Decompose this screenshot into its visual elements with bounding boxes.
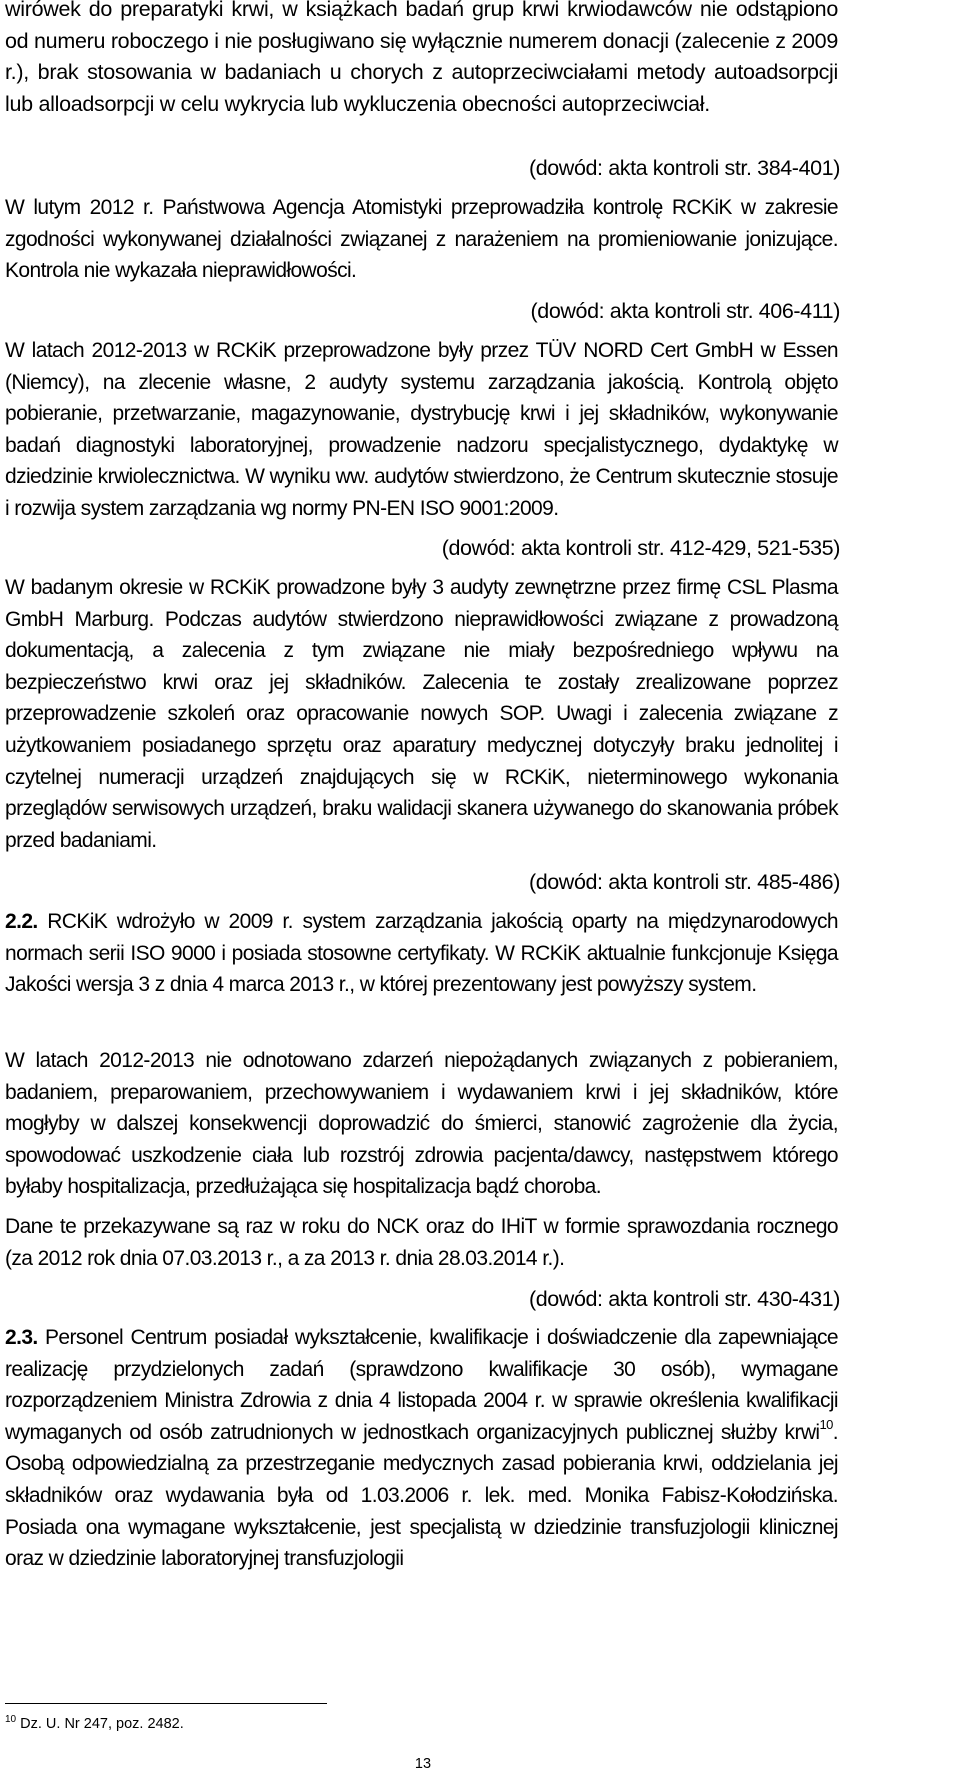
paragraph-csl-audits: W badanym okresie w RCKiK prowadzone były 3 audyty zewnętrzne przez firmę CSL Plasma GmbH Marburg. Podczas audytów stwierdzono nieprawidłowości związane z prowadzoną dokumentacją, a zalecenia z tym związane nie miały bezpośredniego wpływu na bezpieczeństwo krwi oraz jej składników. Zalecenia te zostały zrealizowane poprzez przeprowadzenie szkoleń oraz opracowanie nowych SOP. Uwagi i zalecenia związane z użytkowaniem posiadanego sprzętu oraz aparatury medycznej dotyczyły braku jednolitej i czytelnej numeracji urządzeń znajdujących się w RCKiK, nieterminowego wykonania przeglądów serwisowych urządzeń, braku walidacji skanera używanego do skanowania próbek przed badaniami. xyxy=(5,576,838,852)
footnote-reference[interactable]: 10 xyxy=(819,1416,833,1432)
section-2-3 xyxy=(5,1322,838,1575)
section-text: RCKiK wdrożyło w 2009 r. system zarządzania jakością oparty na międzynarodowych normach serii ISO 9000 i posiada stosowne certyfikaty. W RCKiK aktualnie funkcjonuje Księga Jakości wersja 3 z dnia 4 marca 2013 r., w której prezentowany jest powyższy system. xyxy=(5,910,838,997)
evidence-reference: (dowód: akta kontroli str. 384-401) xyxy=(528,156,840,180)
evidence-reference: (dowód: akta kontroli str. 412-429, 521-535) xyxy=(441,536,840,560)
section-number: 2.3. xyxy=(5,1326,38,1349)
page-number: 13 xyxy=(414,1756,432,1772)
paragraph-paa-inspection: W lutym 2012 r. Państwowa Agencja Atomistyki przeprowadziła kontrolę RCKiK w zakresie zgodności wykonywanej działalności związanej z narażeniem na promieniowanie jonizujące. Kontrola nie wykazała nieprawidłowości. xyxy=(5,196,838,283)
paragraph-annual-reports: Dane te przekazywane są raz w roku do NCK oraz do IHiT w formie sprawozdania rocznego (za 2012 rok dnia 07.03.2013 r., a za 2013 r. dnia 28.03.2014 r.). xyxy=(5,1215,838,1270)
section-number: 2.2. xyxy=(5,910,38,933)
footnote-separator xyxy=(5,1703,327,1704)
footnote xyxy=(5,1714,184,1734)
paragraph-top: wirówek do preparatyki krwi, w książkach badań grup krwi krwiodawców nie odstąpiono od numeru roboczego i nie posługiwano się wyłącznie numerem donacji (zalecenie z 2009 r.), brak stosowania w badaniach u chorych z autoprzeciwciałami metody autoadsorpcji lub alloadsorpcji w celu wykrycia lub wykluczenia obecności autoprzeciwciał. xyxy=(5,0,838,116)
evidence-reference: (dowód: akta kontroli str. 406-411) xyxy=(530,299,840,323)
paragraph-tuv-audits: W latach 2012-2013 w RCKiK przeprowadzone były przez TÜV NORD Cert GmbH w Essen (Niemcy), na zlecenie własne, 2 audyty systemu zarządzania jakością. Kontrolą objęto pobieranie, przetwarzanie, magazynowanie, dystrybucję krwi i jej składników, wykonywanie badań diagnostyki laboratoryjnej, prowadzenie nadzoru specjalistycznego, dydaktykę w dziedzinie krwiolecznictwa. W wyniku ww. audytów stwierdzono, że Centrum skutecznie stosuje i rozwija system zarządzania wg normy PN-EN ISO 9001:2009. xyxy=(5,339,838,520)
section-text-continued: . Osobą odpowiedzialną za przestrzeganie medycznych zasad pobierania krwi, oddzielania jej składników oraz wydawania była od 1.03.2006 r. lek. med. Monika Fabisz-Kołodzińska. Posiada ona wymagane wykształcenie, jest specjalistą w dziedzinie transfuzjologii klinicznej oraz w dziedzinie laboratoryjnej transfuzjologii xyxy=(5,1420,838,1571)
section-text: Personel Centrum posiadał wykształcenie, kwalifikacje i doświadczenie dla zapewniające realizację przydzielonych zadań (sprawdzono kwalifikacje 30 osób), wymagane rozporządzeniem Ministra Zdrowia z dnia 4 listopada 2004 r. w sprawie określenia kwalifikacji wymaganych od osób zatrudnionych w jednostkach organizacyjnych publicznej służby krwi xyxy=(5,1326,838,1444)
footnote-text: Dz. U. Nr 247, poz. 2482. xyxy=(16,1716,184,1732)
evidence-reference: (dowód: akta kontroli str. 485-486) xyxy=(528,870,840,894)
paragraph-adverse-events: W latach 2012-2013 nie odnotowano zdarzeń niepożądanych związanych z pobieraniem, badaniem, preparowaniem, przechowywaniem i wydawaniem krwi i jej składników, które mogłyby w dalszej konsekwencji doprowadzić do śmierci, stanowić zagrożenie dla życia, spowodować uszkodzenie ciała lub rozstrój zdrowia pacjenta/dawcy, następstwem którego byłaby hospitalizacja, przedłużająca się hospitalizacja bądź choroba. xyxy=(5,1049,838,1199)
evidence-reference: (dowód: akta kontroli str. 430-431) xyxy=(528,1287,840,1311)
footnote-marker: 10 xyxy=(5,1714,17,1726)
section-2-2 xyxy=(5,906,838,1001)
